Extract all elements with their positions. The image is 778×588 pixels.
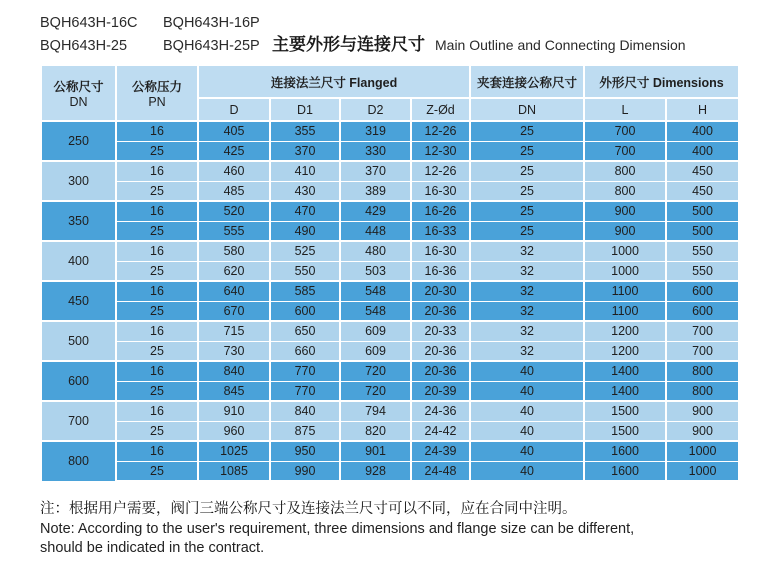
data-cell: 1085 <box>198 461 270 481</box>
table-row <box>41 461 739 481</box>
data-cell: 16 <box>116 321 198 341</box>
data-cell: 670 <box>198 301 270 321</box>
header-flanged-group: 连接法兰尺寸 Flanged <box>198 65 470 98</box>
data-cell: 430 <box>270 181 340 201</box>
data-cell: 555 <box>198 221 270 241</box>
data-cell: 600 <box>666 301 739 321</box>
data-cell: 600 <box>666 281 739 301</box>
data-cell: 405 <box>198 121 270 141</box>
header-nominal-size-cn: 公称尺寸 <box>53 80 104 94</box>
data-cell: 480 <box>340 241 411 261</box>
data-cell: 650 <box>270 321 340 341</box>
data-cell: 1000 <box>666 461 739 481</box>
data-cell: 1500 <box>584 421 666 441</box>
model-row-2 <box>40 34 778 57</box>
data-cell: 24-42 <box>411 421 470 441</box>
data-cell: 25 <box>116 221 198 241</box>
data-cell: 503 <box>340 261 411 281</box>
data-cell: 800 <box>666 381 739 401</box>
model-row-1 <box>40 13 778 34</box>
data-cell: 609 <box>340 321 411 341</box>
data-cell: 25 <box>116 261 198 281</box>
data-cell: 400 <box>666 121 739 141</box>
data-cell: 548 <box>340 301 411 321</box>
data-cell: 910 <box>198 401 270 421</box>
header-col-d1: D1 <box>270 98 340 121</box>
data-cell: 1200 <box>584 321 666 341</box>
data-cell: 16 <box>116 441 198 461</box>
table-row <box>41 341 739 361</box>
data-cell: 16 <box>116 201 198 221</box>
data-cell: 25 <box>470 161 584 181</box>
data-cell: 500 <box>666 201 739 221</box>
table-row <box>41 301 739 321</box>
data-cell: 845 <box>198 381 270 401</box>
data-cell: 32 <box>470 321 584 341</box>
header-col-h: H <box>666 98 739 121</box>
data-cell: 25 <box>116 461 198 481</box>
notes-block <box>40 499 778 558</box>
data-cell: 1600 <box>584 461 666 481</box>
data-cell: 400 <box>666 141 739 161</box>
data-cell: 32 <box>470 281 584 301</box>
data-cell: 20-39 <box>411 381 470 401</box>
data-cell: 840 <box>270 401 340 421</box>
note-en-line1: Note: According to the user's requirement, three dimensions and flange size can be different, <box>40 521 635 537</box>
model-number: BQH643H-25 <box>40 38 128 54</box>
data-cell: 25 <box>470 181 584 201</box>
data-cell: 16 <box>116 401 198 421</box>
data-cell: 20-33 <box>411 321 470 341</box>
data-cell: 800 <box>584 161 666 181</box>
data-cell: 16 <box>116 241 198 261</box>
data-cell: 800 <box>584 181 666 201</box>
header-col-d2: D2 <box>340 98 411 121</box>
data-cell: 550 <box>666 261 739 281</box>
data-cell: 485 <box>198 181 270 201</box>
data-cell: 16-30 <box>411 181 470 201</box>
data-cell: 389 <box>340 181 411 201</box>
table-row <box>41 441 739 461</box>
data-cell: 900 <box>666 421 739 441</box>
data-cell: 25 <box>470 121 584 141</box>
data-cell: 700 <box>666 321 739 341</box>
data-cell: 960 <box>198 421 270 441</box>
header-col-l: L <box>584 98 666 121</box>
table-row <box>41 121 739 141</box>
note-cn: 注：根据用户需要，阀门三端公称尺寸及连接法兰尺寸可以不同，应在合同中注明。 <box>40 501 577 517</box>
data-cell: 16-26 <box>411 201 470 221</box>
data-cell: 715 <box>198 321 270 341</box>
dn-cell: 450 <box>41 281 116 321</box>
table-body <box>41 121 739 481</box>
header-nominal-size <box>41 65 116 121</box>
data-cell: 20-36 <box>411 361 470 381</box>
data-cell: 770 <box>270 381 340 401</box>
data-cell: 720 <box>340 361 411 381</box>
data-cell: 950 <box>270 441 340 461</box>
data-cell: 410 <box>270 161 340 181</box>
data-cell: 20-36 <box>411 341 470 361</box>
data-cell: 550 <box>666 241 739 261</box>
data-cell: 425 <box>198 141 270 161</box>
data-cell: 620 <box>198 261 270 281</box>
model-number: BQH643H-16C <box>40 15 138 31</box>
data-cell: 720 <box>340 381 411 401</box>
data-cell: 25 <box>470 141 584 161</box>
data-cell: 24-39 <box>411 441 470 461</box>
data-cell: 16 <box>116 281 198 301</box>
data-cell: 16-33 <box>411 221 470 241</box>
dn-cell: 400 <box>41 241 116 281</box>
dn-cell: 300 <box>41 161 116 201</box>
data-cell: 800 <box>666 361 739 381</box>
data-cell: 1000 <box>666 441 739 461</box>
data-cell: 1200 <box>584 341 666 361</box>
data-cell: 700 <box>666 341 739 361</box>
data-cell: 16-36 <box>411 261 470 281</box>
data-cell: 16-30 <box>411 241 470 261</box>
dn-cell: 800 <box>41 441 116 481</box>
data-cell: 1500 <box>584 401 666 421</box>
header-col-z-od: Z-Ød <box>411 98 470 121</box>
data-cell: 660 <box>270 341 340 361</box>
data-cell: 20-36 <box>411 301 470 321</box>
header-jacket-group: 夹套连接公称尺寸 <box>470 65 584 98</box>
table-row <box>41 381 739 401</box>
table-row <box>41 421 739 441</box>
data-cell: 32 <box>470 341 584 361</box>
data-cell: 900 <box>584 221 666 241</box>
dimension-table <box>40 64 740 482</box>
data-cell: 585 <box>270 281 340 301</box>
data-cell: 450 <box>666 161 739 181</box>
dn-cell: 600 <box>41 361 116 401</box>
table-row <box>41 241 739 261</box>
data-cell: 448 <box>340 221 411 241</box>
header-nominal-size-en: DN <box>69 95 88 109</box>
data-cell: 794 <box>340 401 411 421</box>
data-cell: 875 <box>270 421 340 441</box>
data-cell: 25 <box>116 141 198 161</box>
dn-cell: 250 <box>41 121 116 161</box>
data-cell: 24-48 <box>411 461 470 481</box>
dn-cell: 700 <box>41 401 116 441</box>
data-cell: 40 <box>470 361 584 381</box>
data-cell: 525 <box>270 241 340 261</box>
data-cell: 490 <box>270 221 340 241</box>
data-cell: 730 <box>198 341 270 361</box>
data-cell: 429 <box>340 201 411 221</box>
header-dimensions-group: 外形尺寸 Dimensions <box>584 65 739 98</box>
data-cell: 40 <box>470 421 584 441</box>
data-cell: 32 <box>470 261 584 281</box>
table-row <box>41 261 739 281</box>
data-cell: 500 <box>666 221 739 241</box>
data-cell: 319 <box>340 121 411 141</box>
data-cell: 1025 <box>198 441 270 461</box>
data-cell: 25 <box>116 381 198 401</box>
data-cell: 16 <box>116 161 198 181</box>
data-cell: 370 <box>270 141 340 161</box>
data-cell: 1100 <box>584 281 666 301</box>
data-cell: 355 <box>270 121 340 141</box>
data-cell: 12-26 <box>411 161 470 181</box>
header-col-jacket-dn: DN <box>470 98 584 121</box>
data-cell: 901 <box>340 441 411 461</box>
table-row <box>41 281 739 301</box>
table-row <box>41 181 739 201</box>
data-cell: 370 <box>340 161 411 181</box>
data-cell: 928 <box>340 461 411 481</box>
model-number: BQH643H-25P <box>163 38 260 54</box>
data-cell: 24-36 <box>411 401 470 421</box>
table-row <box>41 221 739 241</box>
title-block <box>40 13 778 57</box>
data-cell: 16 <box>116 121 198 141</box>
header-col-d: D <box>198 98 270 121</box>
dn-cell: 500 <box>41 321 116 361</box>
data-cell: 580 <box>198 241 270 261</box>
data-cell: 12-30 <box>411 141 470 161</box>
data-cell: 990 <box>270 461 340 481</box>
data-cell: 25 <box>116 181 198 201</box>
table-row <box>41 161 739 181</box>
note-en-line2: should be indicated in the contract. <box>40 540 265 556</box>
data-cell: 820 <box>340 421 411 441</box>
table-row <box>41 401 739 421</box>
data-cell: 840 <box>198 361 270 381</box>
data-cell: 1000 <box>584 261 666 281</box>
data-cell: 1600 <box>584 441 666 461</box>
data-cell: 470 <box>270 201 340 221</box>
data-cell: 1400 <box>584 361 666 381</box>
table-header <box>41 65 739 121</box>
data-cell: 770 <box>270 361 340 381</box>
table-row <box>41 141 739 161</box>
data-cell: 32 <box>470 241 584 261</box>
data-cell: 32 <box>470 301 584 321</box>
data-cell: 40 <box>470 401 584 421</box>
data-cell: 330 <box>340 141 411 161</box>
data-cell: 16 <box>116 361 198 381</box>
data-cell: 1400 <box>584 381 666 401</box>
data-cell: 450 <box>666 181 739 201</box>
data-cell: 700 <box>584 121 666 141</box>
data-cell: 548 <box>340 281 411 301</box>
data-cell: 25 <box>116 421 198 441</box>
section-title-en: Main Outline and Connecting Dimension <box>435 37 686 53</box>
table-row <box>41 201 739 221</box>
header-nominal-pressure-cn: 公称压力 <box>131 80 182 94</box>
data-cell: 900 <box>584 201 666 221</box>
data-cell: 25 <box>470 201 584 221</box>
data-cell: 900 <box>666 401 739 421</box>
data-cell: 609 <box>340 341 411 361</box>
data-cell: 640 <box>198 281 270 301</box>
data-cell: 40 <box>470 381 584 401</box>
table-row <box>41 361 739 381</box>
data-cell: 40 <box>470 441 584 461</box>
data-cell: 1000 <box>584 241 666 261</box>
data-cell: 40 <box>470 461 584 481</box>
header-nominal-pressure-en: PN <box>148 95 166 109</box>
data-cell: 25 <box>116 341 198 361</box>
data-cell: 1100 <box>584 301 666 321</box>
header-nominal-pressure <box>116 65 198 121</box>
data-cell: 25 <box>470 221 584 241</box>
data-cell: 12-26 <box>411 121 470 141</box>
data-cell: 520 <box>198 201 270 221</box>
dn-cell: 350 <box>41 201 116 241</box>
data-cell: 700 <box>584 141 666 161</box>
model-number: BQH643H-16P <box>163 15 260 31</box>
table-row <box>41 321 739 341</box>
section-title-cn: 主要外形与连接尺寸 <box>272 35 425 54</box>
data-cell: 550 <box>270 261 340 281</box>
data-cell: 460 <box>198 161 270 181</box>
data-cell: 25 <box>116 301 198 321</box>
data-cell: 600 <box>270 301 340 321</box>
data-cell: 20-30 <box>411 281 470 301</box>
